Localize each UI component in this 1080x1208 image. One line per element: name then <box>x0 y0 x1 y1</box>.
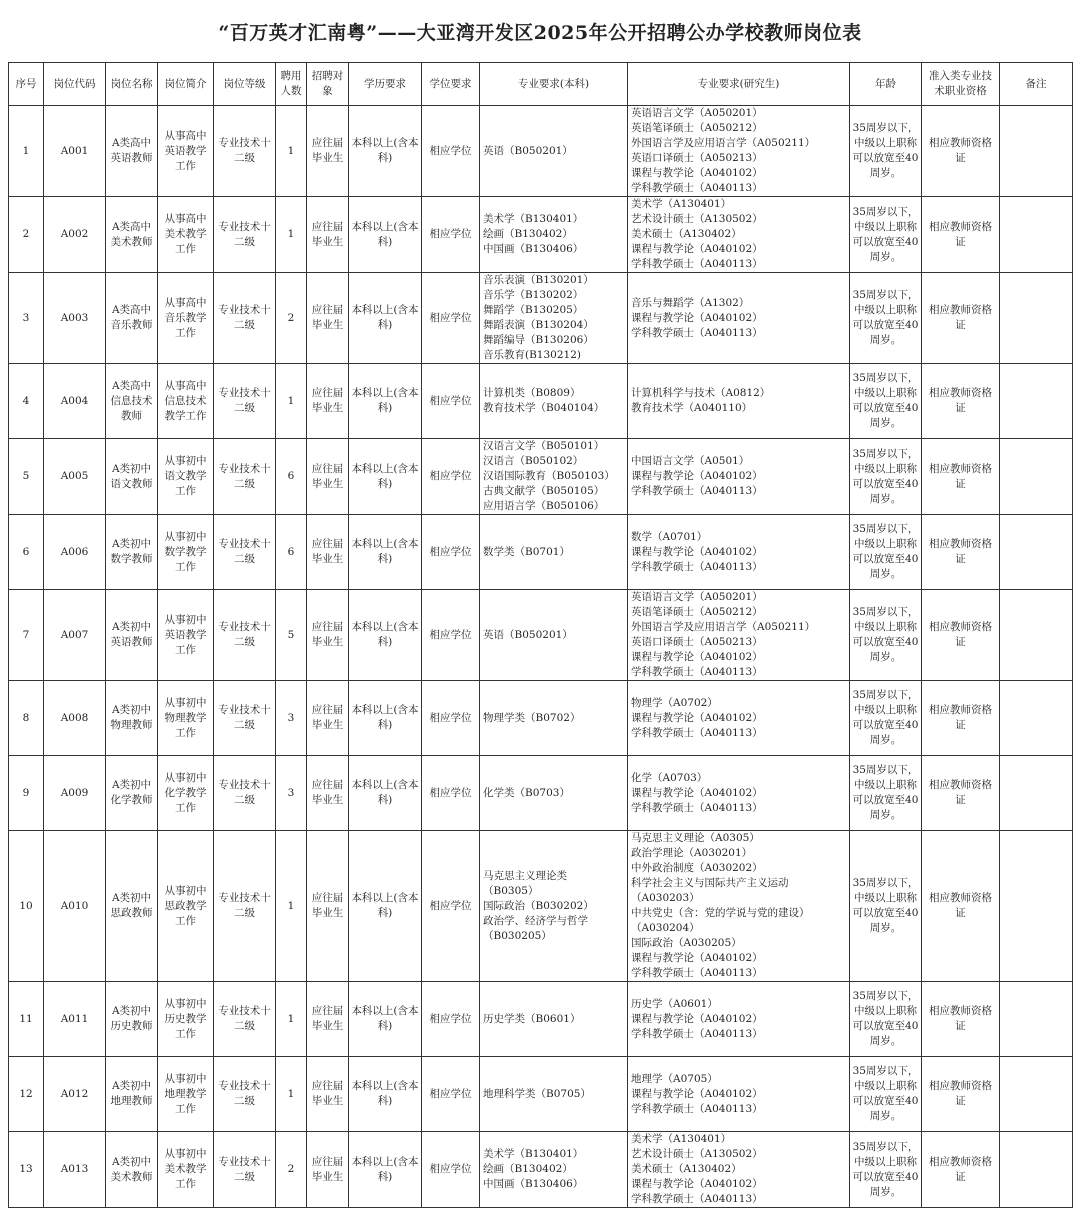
cell-name: A类高中音乐教师 <box>106 273 158 364</box>
cell-target: 应往届毕业生 <box>307 1132 349 1208</box>
cell-undergrad: 物理学类（B0702） <box>480 681 628 756</box>
cell-edu: 本科以上(含本科) <box>349 1057 422 1132</box>
col-header: 年龄 <box>850 63 922 106</box>
cell-target: 应往届毕业生 <box>307 515 349 590</box>
cell-degree: 相应学位 <box>422 273 480 364</box>
cell-edu: 本科以上(含本科) <box>349 273 422 364</box>
cell-target: 应往届毕业生 <box>307 756 349 831</box>
cell-age: 35周岁以下，中级以上职称可以放宽至40周岁。 <box>850 756 922 831</box>
cell-no: 1 <box>9 106 44 197</box>
cell-grad: 历史学（A0601） 课程与教学论（A040102） 学科教学硕士（A040113） <box>628 982 850 1057</box>
cell-remark <box>1000 273 1073 364</box>
cell-name: A类初中历史教师 <box>106 982 158 1057</box>
table-row <box>9 1132 1073 1208</box>
cell-undergrad: 英语（B050201） <box>480 590 628 681</box>
cell-remark <box>1000 982 1073 1057</box>
cell-code: A009 <box>44 756 106 831</box>
cell-cert: 相应教师资格证 <box>922 515 1000 590</box>
cell-grad: 数学（A0701） 课程与教学论（A040102） 学科教学硕士（A040113） <box>628 515 850 590</box>
table-row <box>9 1057 1073 1132</box>
col-header: 准入类专业技术职业资格 <box>922 63 1000 106</box>
cell-name: A类高中美术教师 <box>106 197 158 273</box>
cell-no: 13 <box>9 1132 44 1208</box>
cell-intro: 从事高中美术教学工作 <box>158 197 214 273</box>
cell-grad: 英语语言文学（A050201） 英语笔译硕士（A050212） 外国语言学及应用语言学（A050211） 英语口译硕士（A050213） 课程与教学论（A040102） 学科教学硕士（A040113） <box>628 590 850 681</box>
cell-no: 6 <box>9 515 44 590</box>
cell-name: A类高中信息技术教师 <box>106 364 158 439</box>
cell-degree: 相应学位 <box>422 831 480 982</box>
cell-cert: 相应教师资格证 <box>922 982 1000 1057</box>
cell-undergrad: 音乐表演（B130201） 音乐学（B130202） 舞蹈学（B130205） 舞蹈表演（B130204） 舞蹈编导（B130206） 音乐教育(B130212) <box>480 273 628 364</box>
cell-undergrad: 美术学（B130401） 绘画（B130402） 中国画（B130406） <box>480 1132 628 1208</box>
cell-age: 35周岁以下，中级以上职称可以放宽至40周岁。 <box>850 197 922 273</box>
cell-cert: 相应教师资格证 <box>922 590 1000 681</box>
cell-edu: 本科以上(含本科) <box>349 197 422 273</box>
cell-no: 4 <box>9 364 44 439</box>
cell-code: A008 <box>44 681 106 756</box>
cell-grad: 地理学（A0705） 课程与教学论（A040102） 学科教学硕士（A040113） <box>628 1057 850 1132</box>
cell-remark <box>1000 681 1073 756</box>
cell-age: 35周岁以下，中级以上职称可以放宽至40周岁。 <box>850 273 922 364</box>
cell-edu: 本科以上(含本科) <box>349 1132 422 1208</box>
cell-age: 35周岁以下，中级以上职称可以放宽至40周岁。 <box>850 439 922 515</box>
col-header: 岗位代码 <box>44 63 106 106</box>
cell-no: 5 <box>9 439 44 515</box>
cell-degree: 相应学位 <box>422 1132 480 1208</box>
cell-count: 2 <box>276 273 307 364</box>
col-header: 专业要求(研究生) <box>628 63 850 106</box>
cell-intro: 从事初中化学教学工作 <box>158 756 214 831</box>
cell-remark <box>1000 106 1073 197</box>
cell-code: A013 <box>44 1132 106 1208</box>
cell-age: 35周岁以下，中级以上职称可以放宽至40周岁。 <box>850 106 922 197</box>
table-row <box>9 515 1073 590</box>
cell-count: 1 <box>276 831 307 982</box>
cell-name: A类初中数学教师 <box>106 515 158 590</box>
cell-intro: 从事初中历史教学工作 <box>158 982 214 1057</box>
cell-name: A类初中英语教师 <box>106 590 158 681</box>
col-header: 学历要求 <box>349 63 422 106</box>
cell-level: 专业技术十二级 <box>214 1057 276 1132</box>
cell-degree: 相应学位 <box>422 515 480 590</box>
cell-grad: 计算机科学与技术（A0812） 教育技术学（A040110） <box>628 364 850 439</box>
cell-target: 应往届毕业生 <box>307 681 349 756</box>
table-row <box>9 273 1073 364</box>
cell-no: 7 <box>9 590 44 681</box>
cell-intro: 从事初中数学教学工作 <box>158 515 214 590</box>
cell-edu: 本科以上(含本科) <box>349 590 422 681</box>
table-row <box>9 106 1073 197</box>
cell-edu: 本科以上(含本科) <box>349 439 422 515</box>
cell-intro: 从事高中音乐教学工作 <box>158 273 214 364</box>
cell-count: 3 <box>276 681 307 756</box>
cell-count: 1 <box>276 364 307 439</box>
cell-remark <box>1000 1057 1073 1132</box>
cell-degree: 相应学位 <box>422 364 480 439</box>
cell-age: 35周岁以下，中级以上职称可以放宽至40周岁。 <box>850 831 922 982</box>
cell-undergrad: 地理科学类（B0705） <box>480 1057 628 1132</box>
cell-degree: 相应学位 <box>422 982 480 1057</box>
cell-level: 专业技术十二级 <box>214 590 276 681</box>
cell-cert: 相应教师资格证 <box>922 681 1000 756</box>
cell-code: A012 <box>44 1057 106 1132</box>
cell-target: 应往届毕业生 <box>307 273 349 364</box>
page-title: “百万英才汇南粤”——大亚湾开发区2025年公开招聘公办学校教师岗位表 <box>218 21 862 44</box>
cell-level: 专业技术十二级 <box>214 831 276 982</box>
cell-count: 3 <box>276 756 307 831</box>
cell-grad: 化学（A0703） 课程与教学论（A040102） 学科教学硕士（A040113） <box>628 756 850 831</box>
cell-target: 应往届毕业生 <box>307 982 349 1057</box>
cell-age: 35周岁以下，中级以上职称可以放宽至40周岁。 <box>850 364 922 439</box>
cell-count: 1 <box>276 1057 307 1132</box>
cell-intro: 从事初中思政教学工作 <box>158 831 214 982</box>
col-header: 学位要求 <box>422 63 480 106</box>
cell-intro: 从事初中物理教学工作 <box>158 681 214 756</box>
cell-name: A类高中英语教师 <box>106 106 158 197</box>
cell-level: 专业技术十二级 <box>214 681 276 756</box>
cell-age: 35周岁以下，中级以上职称可以放宽至40周岁。 <box>850 1132 922 1208</box>
cell-cert: 相应教师资格证 <box>922 1057 1000 1132</box>
col-header: 专业要求(本科) <box>480 63 628 106</box>
cell-undergrad: 数学类（B0701） <box>480 515 628 590</box>
cell-cert: 相应教师资格证 <box>922 1132 1000 1208</box>
cell-edu: 本科以上(含本科) <box>349 106 422 197</box>
cell-name: A类初中语文教师 <box>106 439 158 515</box>
cell-level: 专业技术十二级 <box>214 515 276 590</box>
cell-level: 专业技术十二级 <box>214 982 276 1057</box>
cell-degree: 相应学位 <box>422 756 480 831</box>
cell-level: 专业技术十二级 <box>214 1132 276 1208</box>
cell-code: A004 <box>44 364 106 439</box>
cell-edu: 本科以上(含本科) <box>349 831 422 982</box>
table-row <box>9 681 1073 756</box>
cell-target: 应往届毕业生 <box>307 831 349 982</box>
cell-code: A001 <box>44 106 106 197</box>
cell-code: A003 <box>44 273 106 364</box>
cell-grad: 音乐与舞蹈学（A1302） 课程与教学论（A040102） 学科教学硕士（A040113） <box>628 273 850 364</box>
cell-code: A002 <box>44 197 106 273</box>
cell-target: 应往届毕业生 <box>307 364 349 439</box>
cell-intro: 从事初中地理教学工作 <box>158 1057 214 1132</box>
cell-count: 1 <box>276 982 307 1057</box>
table-row <box>9 364 1073 439</box>
header-row <box>9 63 1073 106</box>
table-row <box>9 831 1073 982</box>
cell-no: 2 <box>9 197 44 273</box>
cell-age: 35周岁以下，中级以上职称可以放宽至40周岁。 <box>850 515 922 590</box>
cell-no: 12 <box>9 1057 44 1132</box>
cell-count: 5 <box>276 590 307 681</box>
cell-name: A类初中地理教师 <box>106 1057 158 1132</box>
cell-target: 应往届毕业生 <box>307 197 349 273</box>
col-header: 岗位名称 <box>106 63 158 106</box>
cell-intro: 从事初中英语教学工作 <box>158 590 214 681</box>
cell-code: A006 <box>44 515 106 590</box>
cell-target: 应往届毕业生 <box>307 106 349 197</box>
cell-remark <box>1000 439 1073 515</box>
cell-age: 35周岁以下，中级以上职称可以放宽至40周岁。 <box>850 982 922 1057</box>
cell-intro: 从事初中美术教学工作 <box>158 1132 214 1208</box>
cell-name: A类初中化学教师 <box>106 756 158 831</box>
table-row <box>9 439 1073 515</box>
cell-level: 专业技术十二级 <box>214 439 276 515</box>
cell-code: A005 <box>44 439 106 515</box>
cell-age: 35周岁以下，中级以上职称可以放宽至40周岁。 <box>850 1057 922 1132</box>
cell-count: 1 <box>276 197 307 273</box>
cell-name: A类初中物理教师 <box>106 681 158 756</box>
cell-cert: 相应教师资格证 <box>922 831 1000 982</box>
col-header: 序号 <box>9 63 44 106</box>
cell-undergrad: 马克思主义理论类 （B0305） 国际政治（B030202） 政治学、经济学与哲学 （B030205） <box>480 831 628 982</box>
table-row <box>9 756 1073 831</box>
cell-cert: 相应教师资格证 <box>922 756 1000 831</box>
cell-count: 2 <box>276 1132 307 1208</box>
col-header: 岗位等级 <box>214 63 276 106</box>
table-row <box>9 590 1073 681</box>
cell-intro: 从事高中英语教学工作 <box>158 106 214 197</box>
cell-count: 6 <box>276 515 307 590</box>
col-header: 聘用人数 <box>276 63 307 106</box>
cell-level: 专业技术十二级 <box>214 364 276 439</box>
cell-undergrad: 化学类（B0703） <box>480 756 628 831</box>
cell-no: 10 <box>9 831 44 982</box>
col-header: 岗位简介 <box>158 63 214 106</box>
cell-undergrad: 历史学类（B0601） <box>480 982 628 1057</box>
cell-edu: 本科以上(含本科) <box>349 756 422 831</box>
cell-edu: 本科以上(含本科) <box>349 515 422 590</box>
cell-cert: 相应教师资格证 <box>922 106 1000 197</box>
cell-level: 专业技术十二级 <box>214 756 276 831</box>
cell-undergrad: 计算机类（B0809） 教育技术学（B040104） <box>480 364 628 439</box>
cell-intro: 从事高中信息技术教学工作 <box>158 364 214 439</box>
table-row <box>9 982 1073 1057</box>
cell-degree: 相应学位 <box>422 197 480 273</box>
cell-degree: 相应学位 <box>422 439 480 515</box>
cell-degree: 相应学位 <box>422 590 480 681</box>
job-table <box>8 62 1073 1208</box>
cell-count: 1 <box>276 106 307 197</box>
cell-degree: 相应学位 <box>422 106 480 197</box>
cell-intro: 从事初中语文教学工作 <box>158 439 214 515</box>
cell-code: A007 <box>44 590 106 681</box>
cell-degree: 相应学位 <box>422 681 480 756</box>
cell-age: 35周岁以下，中级以上职称可以放宽至40周岁。 <box>850 590 922 681</box>
cell-remark <box>1000 590 1073 681</box>
cell-target: 应往届毕业生 <box>307 1057 349 1132</box>
cell-no: 9 <box>9 756 44 831</box>
cell-edu: 本科以上(含本科) <box>349 364 422 439</box>
cell-code: A011 <box>44 982 106 1057</box>
cell-undergrad: 英语（B050201） <box>480 106 628 197</box>
cell-edu: 本科以上(含本科) <box>349 982 422 1057</box>
cell-remark <box>1000 756 1073 831</box>
cell-cert: 相应教师资格证 <box>922 197 1000 273</box>
cell-no: 11 <box>9 982 44 1057</box>
cell-no: 3 <box>9 273 44 364</box>
cell-remark <box>1000 831 1073 982</box>
cell-undergrad: 美术学（B130401） 绘画（B130402） 中国画（B130406） <box>480 197 628 273</box>
cell-grad: 中国语言文学（A0501） 课程与教学论（A040102） 学科教学硕士（A040113） <box>628 439 850 515</box>
cell-name: A类初中思政教师 <box>106 831 158 982</box>
cell-remark <box>1000 364 1073 439</box>
cell-edu: 本科以上(含本科) <box>349 681 422 756</box>
cell-remark <box>1000 197 1073 273</box>
cell-remark <box>1000 1132 1073 1208</box>
cell-grad: 马克思主义理论（A0305） 政治学理论（A030201） 中外政治制度（A030202） 科学社会主义与国际共产主义运动 （A030203） 中共党史（含：党的学说与党的建设） （A030204） 国际政治（A030205） 课程与教学论（A040102） 学科教学硕士（A040113） <box>628 831 850 982</box>
cell-level: 专业技术十二级 <box>214 273 276 364</box>
cell-no: 8 <box>9 681 44 756</box>
cell-target: 应往届毕业生 <box>307 590 349 681</box>
cell-age: 35周岁以下，中级以上职称可以放宽至40周岁。 <box>850 681 922 756</box>
col-header: 招聘对象 <box>307 63 349 106</box>
cell-grad: 英语语言文学（A050201） 英语笔译硕士（A050212） 外国语言学及应用语言学（A050211） 英语口译硕士（A050213） 课程与教学论（A040102） 学科教学硕士（A040113） <box>628 106 850 197</box>
cell-cert: 相应教师资格证 <box>922 439 1000 515</box>
table-row <box>9 197 1073 273</box>
cell-cert: 相应教师资格证 <box>922 273 1000 364</box>
cell-code: A010 <box>44 831 106 982</box>
cell-undergrad: 汉语言文学（B050101） 汉语言（B050102） 汉语国际教育（B050103） 古典文献学（B050105） 应用语言学（B050106） <box>480 439 628 515</box>
cell-grad: 物理学（A0702） 课程与教学论（A040102） 学科教学硕士（A040113） <box>628 681 850 756</box>
cell-grad: 美术学（A130401） 艺术设计硕士（A130502） 美术硕士（A130402） 课程与教学论（A040102） 学科教学硕士（A040113） <box>628 197 850 273</box>
cell-remark <box>1000 515 1073 590</box>
cell-count: 6 <box>276 439 307 515</box>
cell-level: 专业技术十二级 <box>214 197 276 273</box>
cell-level: 专业技术十二级 <box>214 106 276 197</box>
cell-cert: 相应教师资格证 <box>922 364 1000 439</box>
col-header: 备注 <box>1000 63 1073 106</box>
cell-name: A类初中美术教师 <box>106 1132 158 1208</box>
cell-degree: 相应学位 <box>422 1057 480 1132</box>
cell-target: 应往届毕业生 <box>307 439 349 515</box>
cell-grad: 美术学（A130401） 艺术设计硕士（A130502） 美术硕士（A130402） 课程与教学论（A040102） 学科教学硕士（A040113） <box>628 1132 850 1208</box>
